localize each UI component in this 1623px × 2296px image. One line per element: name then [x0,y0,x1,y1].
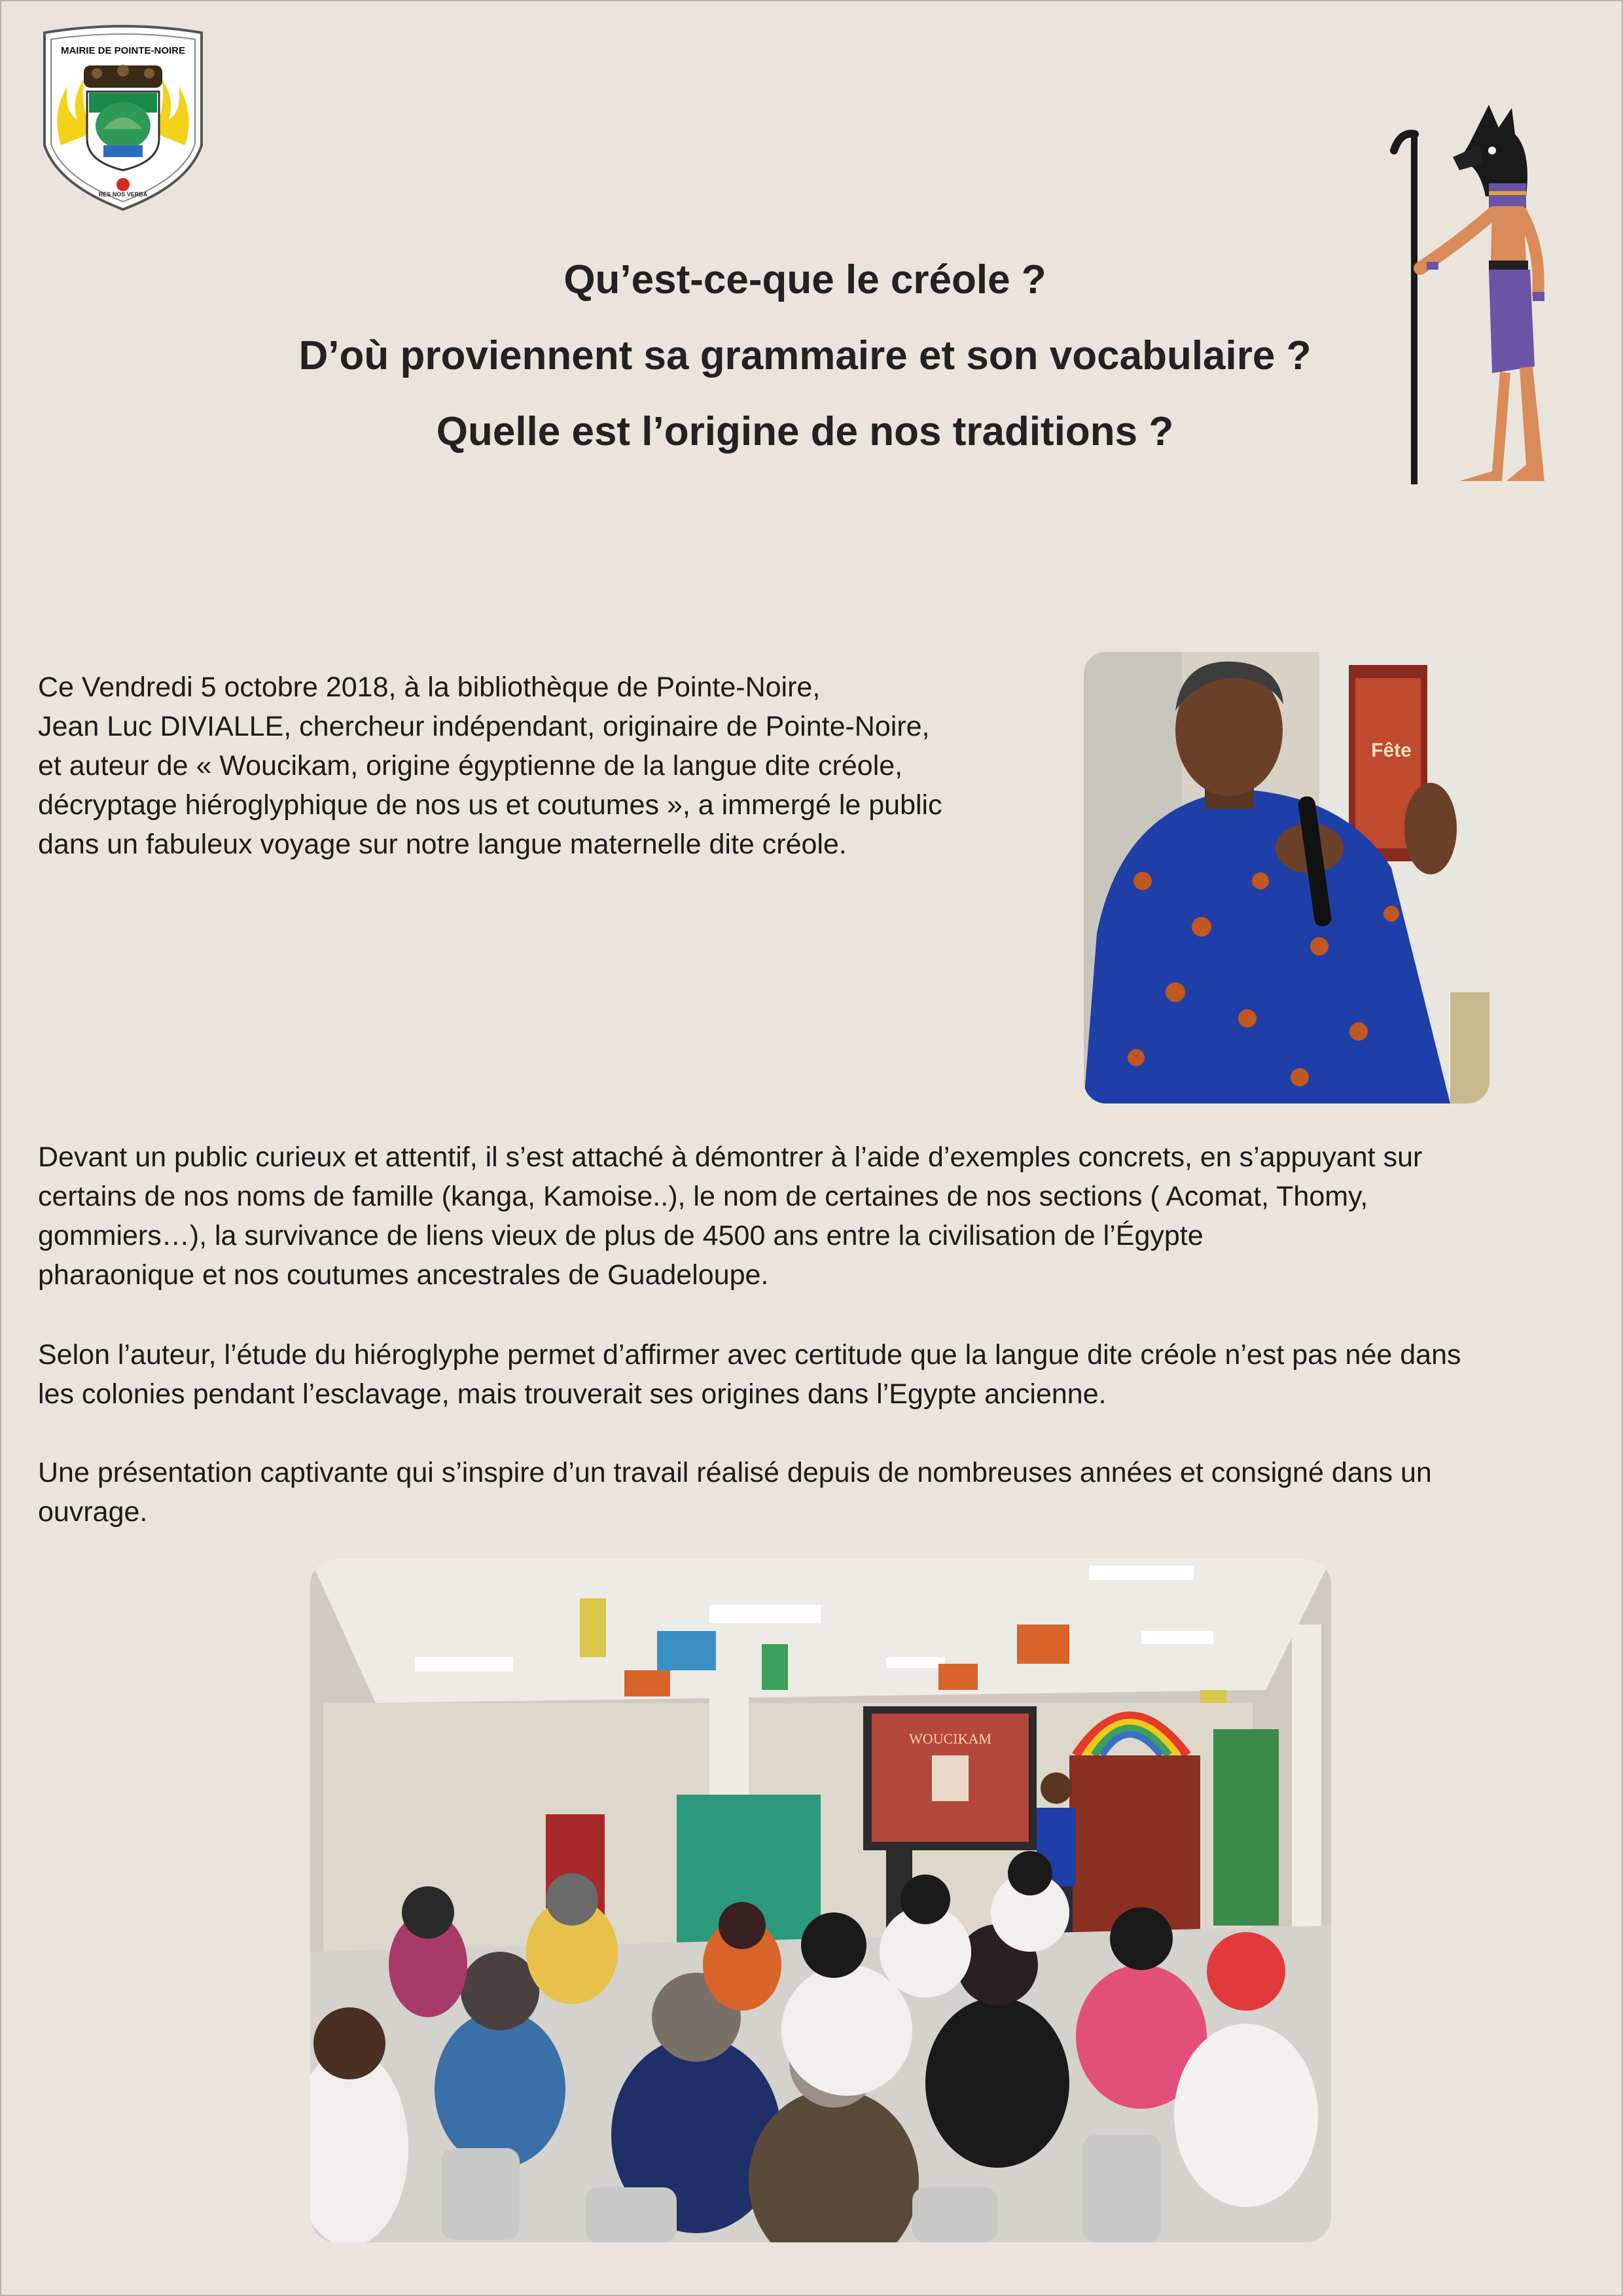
intro-line: décryptage hiéroglyphique de nos us et coutumes », a immergé le public [38,789,942,821]
intro-line: dans un fabuleux voyage sur notre langue maternelle dite créole. [38,829,847,860]
audience-photo [310,1559,1331,2242]
page-headings [157,242,1453,470]
crest-name: MAIRIE DE POINTE-NOIRE [60,45,186,56]
paragraph-line: certains de nos noms de famille (kanga, Kamoise..), le nom de certaines de nos sections ( Acomat, Thomy, [38,1181,1368,1212]
speaker-photo [1084,652,1489,1103]
heading-2: D’où proviennent sa grammaire et son vocabulaire ? [298,333,1311,378]
intro-line: Jean Luc DIVIALLE, chercheur indépendant, originaire de Pointe-Noire, [38,711,930,742]
paragraph-line: gommiers…), la survivance de liens vieux de plus de 4500 ans entre la civilisation de l’Égypte [38,1220,1204,1251]
intro-paragraph [38,668,1059,864]
poster-text: Fête [1371,740,1412,761]
crest-motto: RES NOS VERBA [98,191,148,198]
paragraph-line: pharaonique et nos coutumes ancestrales de Guadeloupe. [38,1259,769,1291]
body-paragraph-2 [38,1138,1596,1295]
body-paragraph-3 [38,1335,1596,1414]
intro-line: et auteur de « Woucikam, origine égyptienne de la langue dite créole, [38,750,903,781]
intro-line: Ce Vendredi 5 octobre 2018, à la bibliothèque de Pointe-Noire, [38,672,821,703]
paragraph-line: Une présentation captivante qui s’inspire d’un travail réalisé depuis de nombreuses années et consigné dans un [38,1457,1432,1488]
paragraph-line: Selon l’auteur, l’étude du hiéroglyphe permet d’affirmer avec certitude que la langue dite créole n’est pas née dans [38,1339,1461,1371]
heading-1: Qu’est-ce-que le créole ? [563,257,1046,302]
heading-3: Quelle est l’origine de nos traditions ? [436,409,1174,454]
body-paragraph-4 [38,1453,1596,1532]
screen-title: WOUCIKAM [909,1731,991,1747]
paragraph-line: Devant un public curieux et attentif, il s’est attaché à démontrer à l’aide d’exemples concrets, en s’appuyant sur [38,1141,1423,1173]
city-crest-icon [31,21,215,212]
paragraph-line: ouvrage. [38,1496,148,1528]
paragraph-line: les colonies pendant l’esclavage, mais trouverait ses origines dans l’Egypte ancienne. [38,1378,1107,1410]
